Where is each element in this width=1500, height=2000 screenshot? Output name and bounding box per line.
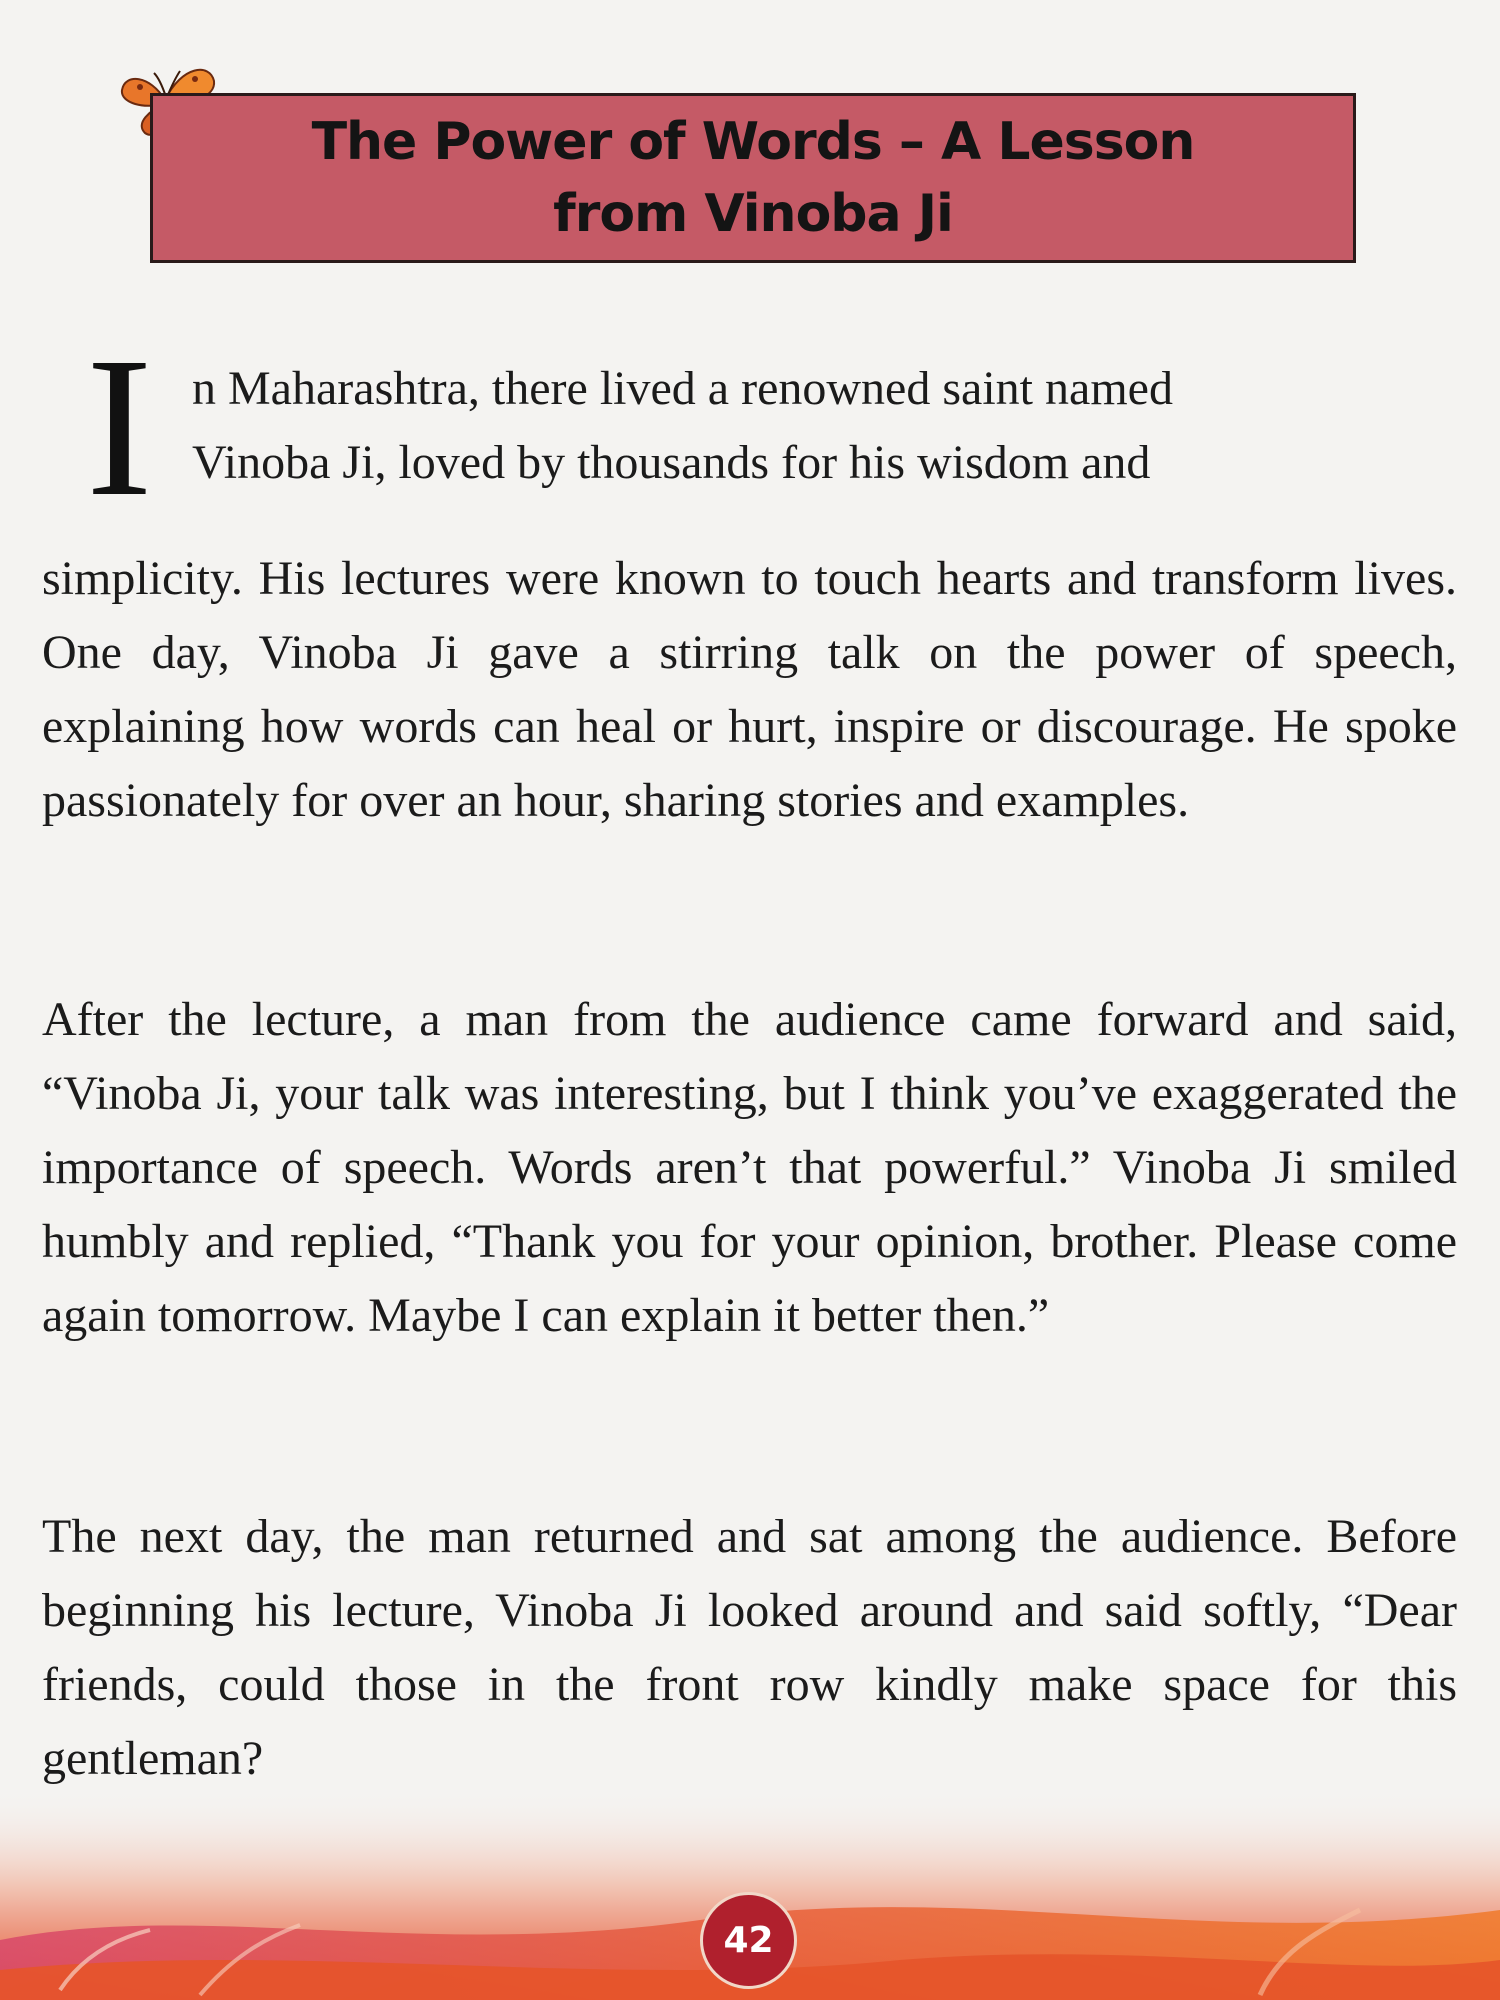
page-number-badge: 42 [700,1892,797,1989]
page-title [312,106,1195,250]
title-line-2: from Vinoba Ji [553,184,953,244]
drop-cap: I [86,317,153,538]
title-banner [150,93,1356,263]
paragraph-3: The next day, the man returned and sat among the audience. Before beginning his lecture, Vinoba Ji looked around and said softly, “Dear friends, could those in the front row kindly make space for this gentleman? [42,1510,1457,1785]
intro-lines [192,352,1442,500]
paragraph-2: After the lecture, a man from the audience came forward and said, “Vinoba Ji, your talk was interesting, but I think you’ve exaggerated the importance of speech. Words aren’t that powerful.” Vinoba Ji smiled humbly and replied, “Thank you for your opinion, brother. Please come again tomorrow. Maybe I can explain it better then.” [42,993,1457,1342]
intro-line-1: n Maharashtra, there lived a renowned saint named [192,362,1173,415]
title-line-1: The Power of Words – A Lesson [311,112,1195,172]
intro-line-2: Vinoba Ji, loved by thousands for his wisdom and [192,436,1151,489]
paragraph-1: simplicity. His lectures were known to touch hearts and transform lives. One day, Vinoba Ji gave a stirring talk on the power of speech, explaining how words can heal or hurt, inspire or discourage. He spoke passionately for over an hour, sharing stories and examples. [42,552,1457,827]
